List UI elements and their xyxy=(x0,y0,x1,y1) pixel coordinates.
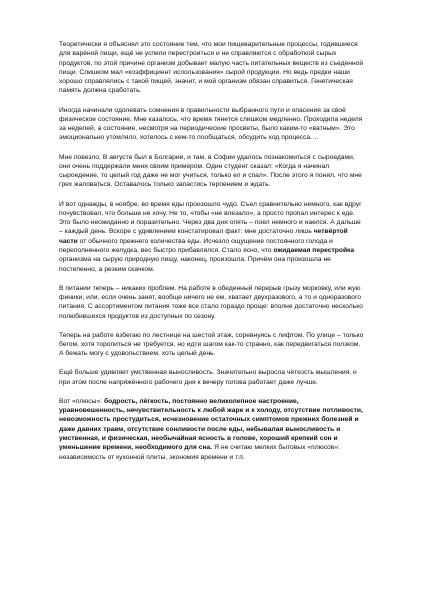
paragraph-text: организма на сырую природную пищу, наконец, произошла. Причём она произошла не постепенно, а резким скачком. xyxy=(59,256,331,273)
paragraph-4 xyxy=(59,200,366,274)
paragraph-text: Иногда начинали одолевать сомнения в правильности выбранного пути и опасения за своё физическое состояние. Мне казалось, что время тянется слишком медленно. Проходила неделя за неделей, а состояние, несмотря на периодические просветы, было каким-то «ватным». Это эмоционально утомляло, хотелось с кем-то пообщаться, обсудить ход процесса…. xyxy=(59,106,363,142)
paragraph-text: Теоретически я объяснял это состояние тем, что мои пищеварительные процессы, годившиеся для варёной пищи, ещё не успели перестроиться и не справляются с обработкой сырых продуктов, по этой причине организм добывает малую часть питательных веществ из съеденной пищи. Слишком мал «коэффициент использования» сырой продукции. Но ведь предки наши хорошо справлялись с такой пищей, значит, и мой организм обязан справиться. Генетическая память должна сработать. xyxy=(59,41,364,95)
emphasis-text: четвёртой части xyxy=(59,228,348,245)
paragraph-1 xyxy=(59,40,366,96)
paragraph-5 xyxy=(59,284,366,321)
paragraph-text: И вот однажды, в ноябре, во время еды произошло чудо. Съел сравнительно немного, как вдруг почувствовал, что больше не хочу. Не то, чтобы «не влезало», а просто пропал интерес к еде. Это было неожиданно и поразительно. Через два дня опять – поел немного и наелся. А дальше – каждый день. Вскоре с удивлением констатировал факт: мне достаточно лишь xyxy=(59,200,362,236)
paragraph-text: Вот «плюсы»: xyxy=(59,397,104,405)
paragraph-text: В питании теперь – никаких проблем. На работе в обеденный перерыв грызу морковку, или жую финики, или, если очень занят, вообще ничего не ем, хватает двухразового, а то и одноразового питания. С ассортиментом питания тоже все стало гораздо проще: вполне достаточно несколько полюбившихся продуктов из доступных по сезону. xyxy=(59,284,363,320)
emphasis-text: ожидаемая перестройка xyxy=(273,247,355,255)
paragraph-text: Ещё больше удивляет умственная выносливость. Значительно выросла чёткость мышления, и при этом после напряжённого рабочего дня к вечеру голова работает даже лучше. xyxy=(59,369,357,386)
paragraph-7 xyxy=(59,368,366,387)
paragraph-2 xyxy=(59,106,366,143)
paragraph-text: Мне повезло. В августе был в Болгарии, и там, в Софии удалось познакомиться с сыроедами, они очень поддержали меня своим примером. Один студент сказал: «Когда я начинал сыроедение, то целый год даже не мог учиться, только ел и спал». После этого я понял, что мне грех жаловаться. Оставалось только запастись терпением и ждать. xyxy=(59,153,362,189)
paragraph-8 xyxy=(59,397,366,462)
paragraph-text: от обычного прежнего количества еды. Исчезло ощущение постоянного голода и переполненного желудка, вес быстро прибавлялся. Стало ясно, что xyxy=(59,237,333,255)
paragraph-text: Я не считаю мелких бытовых «плюсов»: независимость от кухонной плиты, экономия времени и т.п. xyxy=(59,444,340,461)
paragraph-3 xyxy=(59,153,366,190)
paragraph-6 xyxy=(59,331,366,359)
paragraph-text: Теперь на работе взбегаю по лестнице на шестой этаж, соревнуясь с лифтом. По улице – только бегом, хотя торопиться не требуется, но идти шагом как-то странно, как передвигаться ползком. А бежать могу с удовольствием, хоть целый день. xyxy=(59,331,364,358)
emphasis-text: бодрость, лёгкость, постоянно великолепное настроение, уравновешенность, нечувствительность к любой жаре и к холоду, отсутствие потливости, невозможность простудиться, исчезновение остаточных симптомов прежних болезней и даже давних травм, отсутствие сонливости после еды, небывалая выносливость и умственная, и физическая, необычайная ясность в голове, хороший крепкий сон и уменьшение времени, необходимого для сна. xyxy=(59,397,363,452)
